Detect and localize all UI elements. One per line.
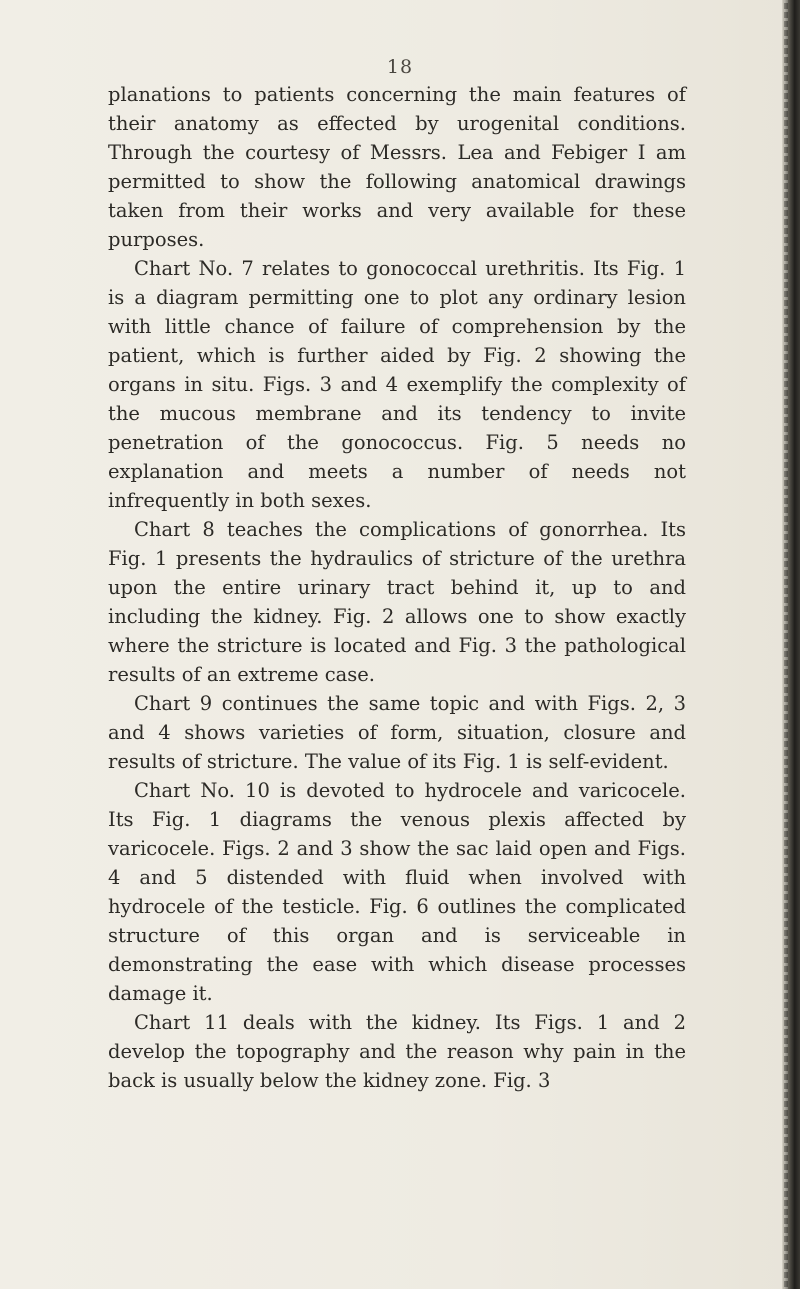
paragraph-chart-11: Chart 11 deals with the kidney. Its Figs. 1 and 2 develop the topography and the reason why pain in the back is usually below the kidney zone. Fig. 3 — [108, 1011, 686, 1092]
paragraph-chart-7: Chart No. 7 relates to gonococcal urethritis. Its Fig. 1 is a diagram permitting one to plot any ordinary lesion with little chance of failure of comprehension by the patient, which is further aided by Fig. 2 showing the organs in situ. Figs. 3 and 4 exemplify the complexity of the mucous membrane and its tendency to invite penetration of the gonococcus. Fig. 5 needs no explanation and meets a number of needs not infrequently in both sexes. — [108, 257, 686, 512]
page-number: 18 — [386, 56, 414, 78]
paragraph-chart-10: Chart No. 10 is devoted to hydrocele and varicocele. Its Fig. 1 diagrams the venous plexis affected by varicocele. Figs. 2 and 3 show the sac laid open and Figs. 4 and 5 distended with fluid when involved with hydrocele of the testicle. Fig. 6 outlines the complicated structure of this organ and is serviceable in demonstrating the ease with which disease processes damage it. — [108, 779, 686, 1005]
body-text — [108, 80, 686, 1095]
scan-binding-edge — [782, 0, 800, 1289]
paragraph-intro-continued: planations to patients concerning the main features of their anatomy as effected by urogenital conditions. Through the courtesy of Messrs. Lea and Febiger I am permitted to show the following anatomical drawings taken from their works and very available for these purposes. — [108, 83, 686, 251]
paragraph-chart-9: Chart 9 continues the same topic and with Figs. 2, 3 and 4 shows varieties of form, situation, closure and results of stricture. The value of its Fig. 1 is self-evident. — [108, 692, 686, 773]
paragraph-chart-8: Chart 8 teaches the complications of gonorrhea. Its Fig. 1 presents the hydraulics of stricture of the urethra upon the entire urinary tract behind it, up to and including the kidney. Fig. 2 allows one to show exactly where the stricture is located and Fig. 3 the pathological results of an extreme case. — [108, 518, 686, 686]
